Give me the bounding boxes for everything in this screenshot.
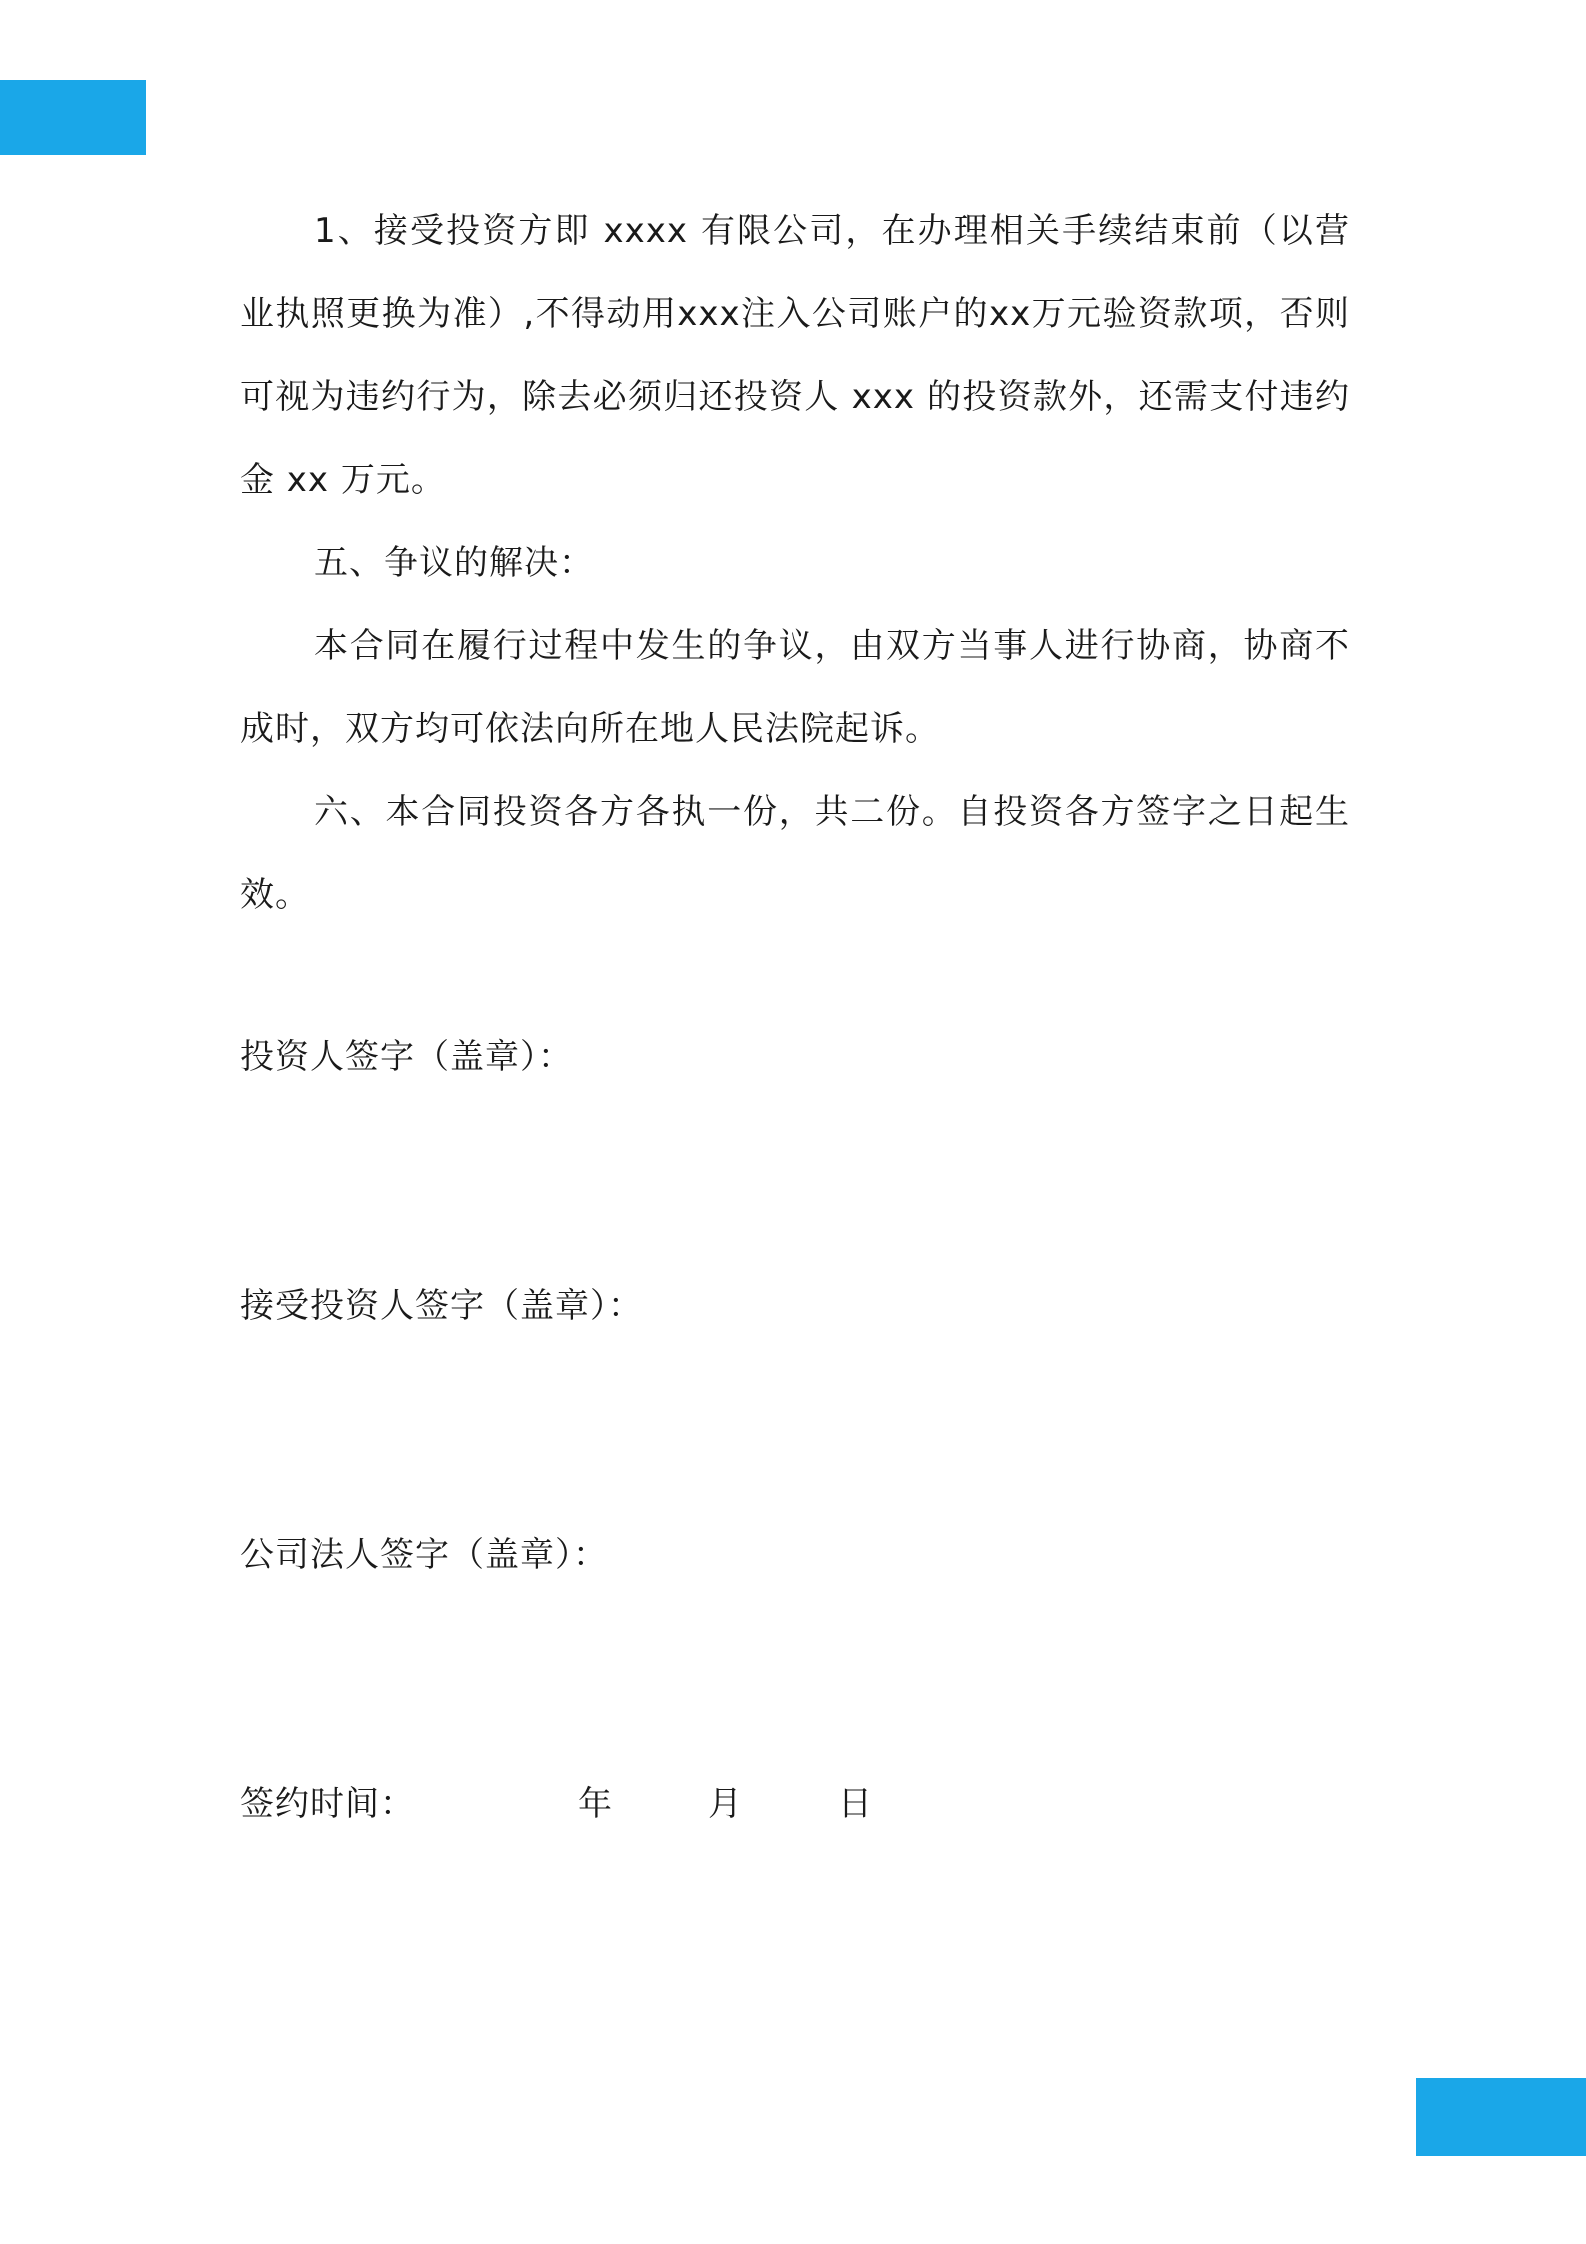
investor-signature-label: 投资人签字（盖章）： bbox=[240, 1037, 573, 1077]
section-5-heading: 五、争议的解决： bbox=[314, 543, 594, 583]
document-body bbox=[240, 190, 1350, 937]
corner-accent-top bbox=[0, 80, 146, 155]
date-day-label: 日 bbox=[838, 1784, 872, 1824]
legal-person-signature-label: 公司法人签字（盖章）： bbox=[240, 1535, 608, 1575]
date-year-label: 年 bbox=[578, 1784, 612, 1824]
corner-accent-bottom bbox=[1416, 2078, 1586, 2156]
signing-date-label: 签约时间： bbox=[240, 1784, 415, 1824]
recipient-signature-label: 接受投资人签字（盖章）： bbox=[240, 1286, 643, 1326]
section-6-paragraph: 六、本合同投资各方各执一份，共二份。自投资各方签字之日起生效。 bbox=[240, 792, 1350, 915]
clause-1-paragraph: 1、接受投资方即 xxxx 有限公司，在办理相关手续结束前（以营业执照更换为准）,不得动用xxx注入公司账户的xx万元验资款项，否则可视为违约行为，除去必须归还投资人 xxx 的投资款外，还需支付违约金 xx 万元。 bbox=[240, 211, 1350, 500]
date-month-label: 月 bbox=[708, 1784, 742, 1824]
section-5-body: 本合同在履行过程中发生的争议，由双方当事人进行协商，协商不成时，双方均可依法向所在地人民法院起诉。 bbox=[240, 626, 1350, 749]
